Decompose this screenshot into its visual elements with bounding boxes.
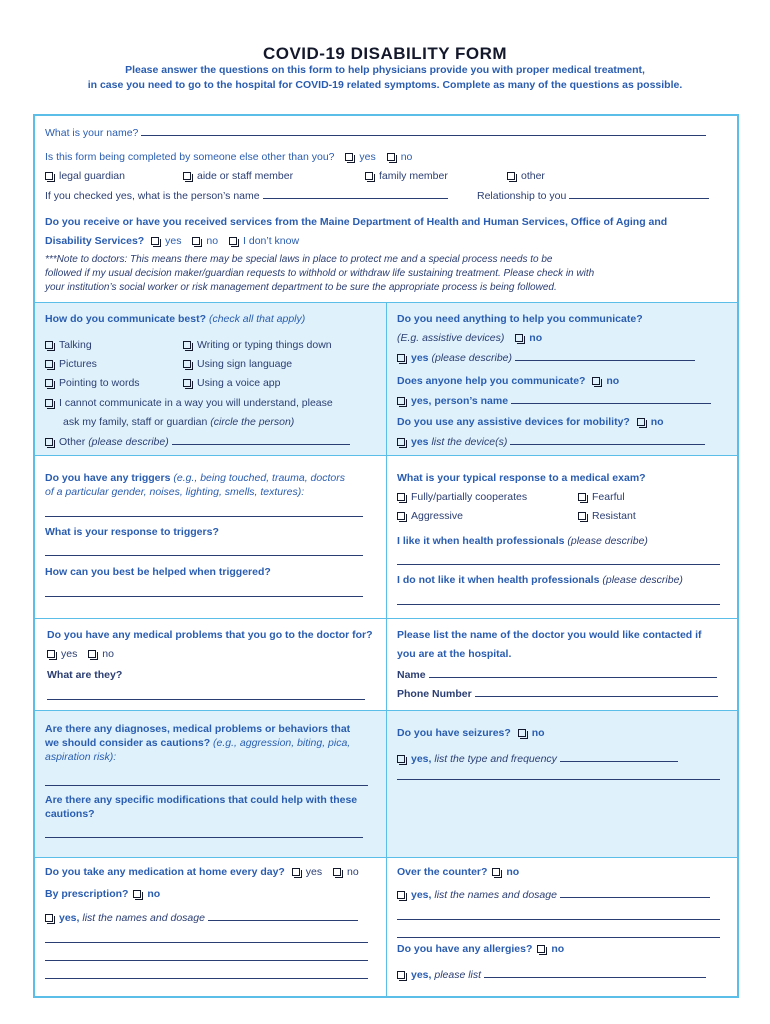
cooperates-label: Fully/partially cooperates — [411, 491, 528, 503]
prescription-yes-checkbox[interactable] — [45, 914, 53, 922]
diagnoses-hint-line1: (e.g., aggression, biting, pica, — [213, 737, 351, 749]
modifications-question-line2: cautions? — [45, 808, 95, 820]
response-triggers-question: What is your response to triggers? — [45, 526, 219, 538]
doctor-question-line2: you are at the hospital. — [397, 648, 512, 660]
services-dont-know-label: I don’t know — [243, 235, 300, 247]
section-medical-problems — [35, 618, 737, 710]
allergies-list-field[interactable] — [484, 968, 706, 978]
fearful-label: Fearful — [592, 491, 625, 503]
need-help-no-label: no — [529, 332, 543, 344]
allergies-question: Do you have any allergies? — [397, 943, 533, 955]
doctor-name-field[interactable] — [429, 668, 717, 678]
prescription-answer-line-3[interactable] — [45, 978, 368, 979]
medical-yes-checkbox[interactable] — [47, 650, 55, 658]
section-communication — [35, 302, 737, 455]
allergies-no-label: no — [551, 943, 565, 955]
list-devices-hint: list the device(s) — [431, 436, 508, 448]
pointing-label: Pointing to words — [59, 377, 140, 389]
medication-no-checkbox[interactable] — [333, 868, 341, 876]
triggers-question: Do you have any triggers — [45, 472, 171, 484]
need-help-describe-hint: (please describe) — [431, 352, 512, 364]
diagnoses-answer-line[interactable] — [45, 785, 368, 786]
mobility-yes-checkbox[interactable] — [397, 438, 405, 446]
otc-no-checkbox[interactable] — [492, 868, 500, 876]
section-medications — [35, 857, 737, 996]
services-no-checkbox[interactable] — [192, 237, 200, 245]
seizures-no-label: no — [531, 727, 545, 739]
other-communication-label: Other — [59, 436, 86, 448]
allergies-yes-label: yes, — [411, 969, 432, 981]
circle-person-hint: (circle the person) — [210, 416, 295, 428]
someone-else-no-checkbox[interactable] — [387, 153, 395, 161]
doctors-note-line2: followed if my usual decision maker/guardian requests to withhold or withdraw life sustaining treatment. Please check in with — [45, 268, 595, 279]
legal-guardian-checkbox[interactable] — [45, 172, 53, 180]
form-subtitle-line2: in case you need to go to the hospital for COVID-19 related symptoms. Complete as many of the questions as possible. — [87, 79, 683, 91]
resistant-label: Resistant — [592, 510, 636, 522]
what-question: What are they? — [47, 669, 123, 681]
relationship-question: Relationship to you — [477, 190, 567, 202]
aggressive-checkbox[interactable] — [397, 512, 405, 520]
allergies-yes-checkbox[interactable] — [397, 971, 405, 979]
section-cautions — [35, 710, 737, 857]
communicate-hint: (check all that apply) — [208, 313, 306, 325]
doctor-phone-label: Phone Number — [397, 688, 472, 700]
prescription-answer-line-1[interactable] — [45, 942, 368, 943]
cannot-communicate-line2: ask my family, staff or guardian — [63, 416, 208, 428]
medical-yes-label: yes — [61, 648, 78, 660]
person-name-field[interactable] — [263, 189, 448, 199]
talking-checkbox[interactable] — [45, 341, 53, 349]
sign-language-label: Using sign language — [197, 358, 293, 370]
otc-no-label: no — [506, 866, 520, 878]
other-relation-label: other — [521, 170, 545, 182]
services-yes-label: yes — [165, 235, 182, 247]
medical-no-label: no — [102, 648, 114, 660]
form-title: COVID-19 DISABILITY FORM — [262, 44, 508, 63]
someone-else-question: Is this form being completed by someone else other than you? — [45, 151, 335, 163]
prescription-question: By prescription? — [45, 888, 129, 900]
person-name-question: If you checked yes, what is the person’s name — [45, 190, 260, 202]
diagnoses-question-line2: we should consider as cautions? — [45, 737, 211, 749]
persons-name-field[interactable] — [511, 394, 711, 404]
persons-name-label: yes, person’s name — [411, 395, 509, 407]
medical-no-checkbox[interactable] — [88, 650, 96, 658]
sign-language-checkbox[interactable] — [183, 360, 191, 368]
communicate-question: How do you communicate best? — [45, 313, 207, 325]
form-container — [33, 114, 739, 998]
modifications-question-line1: Are there any specific modifications that could help with these — [45, 794, 358, 806]
need-help-no-checkbox[interactable] — [515, 334, 523, 342]
seizure-extra-line[interactable] — [397, 779, 720, 780]
otc-dosage-hint: list the names and dosage — [434, 889, 557, 901]
aggressive-label: Aggressive — [411, 510, 463, 522]
prescription-dosage-hint: list the names and dosage — [82, 912, 205, 924]
dislike-hint: (please describe) — [602, 574, 683, 586]
pictures-checkbox[interactable] — [45, 360, 53, 368]
doctors-note-line1: ***Note to doctors: This means there may be special laws in place to protect me and a special process needs to be — [45, 254, 553, 265]
column-divider — [386, 619, 387, 710]
exam-question: What is your typical response to a medical exam? — [397, 472, 646, 484]
medication-no-label: no — [347, 866, 359, 878]
otc-yes-checkbox[interactable] — [397, 891, 405, 899]
doctor-question-line1: Please list the name of the doctor you would like contacted if — [397, 629, 702, 641]
anyone-help-yes-checkbox[interactable] — [397, 397, 405, 405]
triggers-answer-line[interactable] — [45, 516, 363, 517]
medical-question: Do you have any medical problems that you go to the doctor for? — [47, 629, 373, 641]
talking-label: Talking — [59, 339, 92, 351]
name-field[interactable] — [141, 126, 706, 136]
diagnoses-hint-line2: aspiration risk): — [45, 751, 117, 763]
seizures-yes-checkbox[interactable] — [397, 755, 405, 763]
other-communication-field[interactable] — [172, 435, 350, 445]
voice-app-label: Using a voice app — [197, 377, 281, 389]
response-triggers-answer-line[interactable] — [45, 555, 363, 556]
form-subtitle-line1: Please answer the questions on this form to help physicians provide you with proper medical treatment, — [125, 64, 645, 76]
name-question: What is your name? — [45, 127, 139, 139]
anyone-help-no-checkbox[interactable] — [592, 377, 600, 385]
like-question: I like it when health professionals — [397, 535, 565, 547]
aide-staff-checkbox[interactable] — [183, 172, 191, 180]
prescription-no-label: no — [147, 888, 161, 900]
prescription-no-checkbox[interactable] — [133, 890, 141, 898]
dislike-question: I do not like it when health professionals — [397, 574, 600, 586]
helped-question: How can you best be helped when triggered? — [45, 566, 271, 578]
section-personal-info — [35, 116, 737, 302]
helped-answer-line[interactable] — [45, 596, 363, 597]
allergies-list-hint: please list — [434, 969, 482, 981]
what-answer-line[interactable] — [47, 699, 365, 700]
someone-else-no-label: no — [400, 151, 413, 163]
prescription-answer-line-2[interactable] — [45, 960, 368, 961]
seizures-no-checkbox[interactable] — [518, 729, 526, 737]
doctors-note-line3: your institution’s social worker or risk management department to be sure the appropriate process is being followed. — [45, 282, 557, 293]
seizure-type-hint: list the type and frequency — [434, 753, 557, 765]
prescription-yes-label: yes, — [59, 912, 80, 924]
aide-staff-label: aide or staff member — [197, 170, 294, 182]
mobility-question: Do you use any assistive devices for mobility? — [397, 416, 630, 428]
fearful-checkbox[interactable] — [578, 493, 586, 501]
column-divider — [386, 711, 387, 857]
anyone-help-question: Does anyone help you communicate? — [397, 375, 586, 387]
triggers-hint-line1: (e.g., being touched, trauma, doctors — [173, 472, 345, 484]
services-yes-checkbox[interactable] — [151, 237, 159, 245]
need-help-describe-field[interactable] — [515, 351, 695, 361]
medication-yes-checkbox[interactable] — [292, 868, 300, 876]
someone-else-yes-label: yes — [359, 151, 376, 163]
assistive-devices-hint: (E.g. assistive devices) — [397, 332, 505, 344]
doctor-name-label: Name — [397, 669, 426, 681]
like-hint: (please describe) — [567, 535, 648, 547]
seizure-type-field[interactable] — [560, 752, 678, 762]
section-triggers — [35, 455, 737, 618]
medication-yes-label: yes — [305, 866, 323, 878]
need-help-yes-label: yes — [411, 352, 429, 364]
voice-app-checkbox[interactable] — [183, 379, 191, 387]
prescription-dosage-field[interactable] — [208, 911, 358, 921]
services-no-label: no — [206, 235, 219, 247]
need-help-question: Do you need anything to help you communicate? — [397, 313, 643, 325]
otc-answer-line-1[interactable] — [397, 919, 720, 920]
someone-else-yes-checkbox[interactable] — [345, 153, 353, 161]
otc-yes-label: yes, — [411, 889, 432, 901]
modifications-answer-line[interactable] — [45, 837, 363, 838]
cannot-communicate-line1: I cannot communicate in a way you will understand, please — [59, 397, 333, 409]
like-answer-line[interactable] — [397, 564, 720, 565]
anyone-help-no-label: no — [606, 375, 620, 387]
services-dont-know-checkbox[interactable] — [229, 237, 237, 245]
services-question-line1: Do you receive or have you received services from the Maine Department of Health and Human Services, Office of Aging and — [45, 216, 668, 228]
list-devices-field[interactable] — [510, 435, 705, 445]
cannot-communicate-checkbox[interactable] — [45, 399, 53, 407]
cooperates-checkbox[interactable] — [397, 493, 405, 501]
services-question-line2: Disability Services? — [45, 235, 145, 247]
otc-question: Over the counter? — [397, 866, 488, 878]
seizures-yes-label: yes, — [411, 753, 432, 765]
resistant-checkbox[interactable] — [578, 512, 586, 520]
other-communication-hint: (please describe) — [88, 436, 169, 448]
legal-guardian-label: legal guardian — [59, 170, 125, 182]
otc-answer-line-2[interactable] — [397, 937, 720, 938]
other-relation-checkbox[interactable] — [507, 172, 515, 180]
mobility-yes-label: yes — [411, 436, 429, 448]
family-member-checkbox[interactable] — [365, 172, 373, 180]
need-help-yes-checkbox[interactable] — [397, 354, 405, 362]
column-divider — [386, 858, 387, 996]
allergies-no-checkbox[interactable] — [537, 945, 545, 953]
pointing-checkbox[interactable] — [45, 379, 53, 387]
diagnoses-question-line1: Are there any diagnoses, medical problems or behaviors that — [45, 723, 351, 735]
triggers-hint-line2: of a particular gender, noises, lighting, smells, textures): — [45, 486, 305, 498]
writing-label: Writing or typing things down — [197, 339, 332, 351]
mobility-no-label: no — [650, 416, 664, 428]
seizures-question: Do you have seizures? — [397, 727, 511, 739]
doctor-phone-field[interactable] — [475, 687, 718, 697]
dislike-answer-line[interactable] — [397, 604, 720, 605]
pictures-label: Pictures — [59, 358, 97, 370]
column-divider — [386, 303, 387, 455]
relationship-field[interactable] — [569, 189, 709, 199]
other-communication-checkbox[interactable] — [45, 438, 53, 446]
mobility-no-checkbox[interactable] — [637, 418, 645, 426]
family-member-label: family member — [379, 170, 448, 182]
writing-checkbox[interactable] — [183, 341, 191, 349]
medication-question: Do you take any medication at home every day? — [45, 866, 285, 878]
otc-dosage-field[interactable] — [560, 888, 710, 898]
